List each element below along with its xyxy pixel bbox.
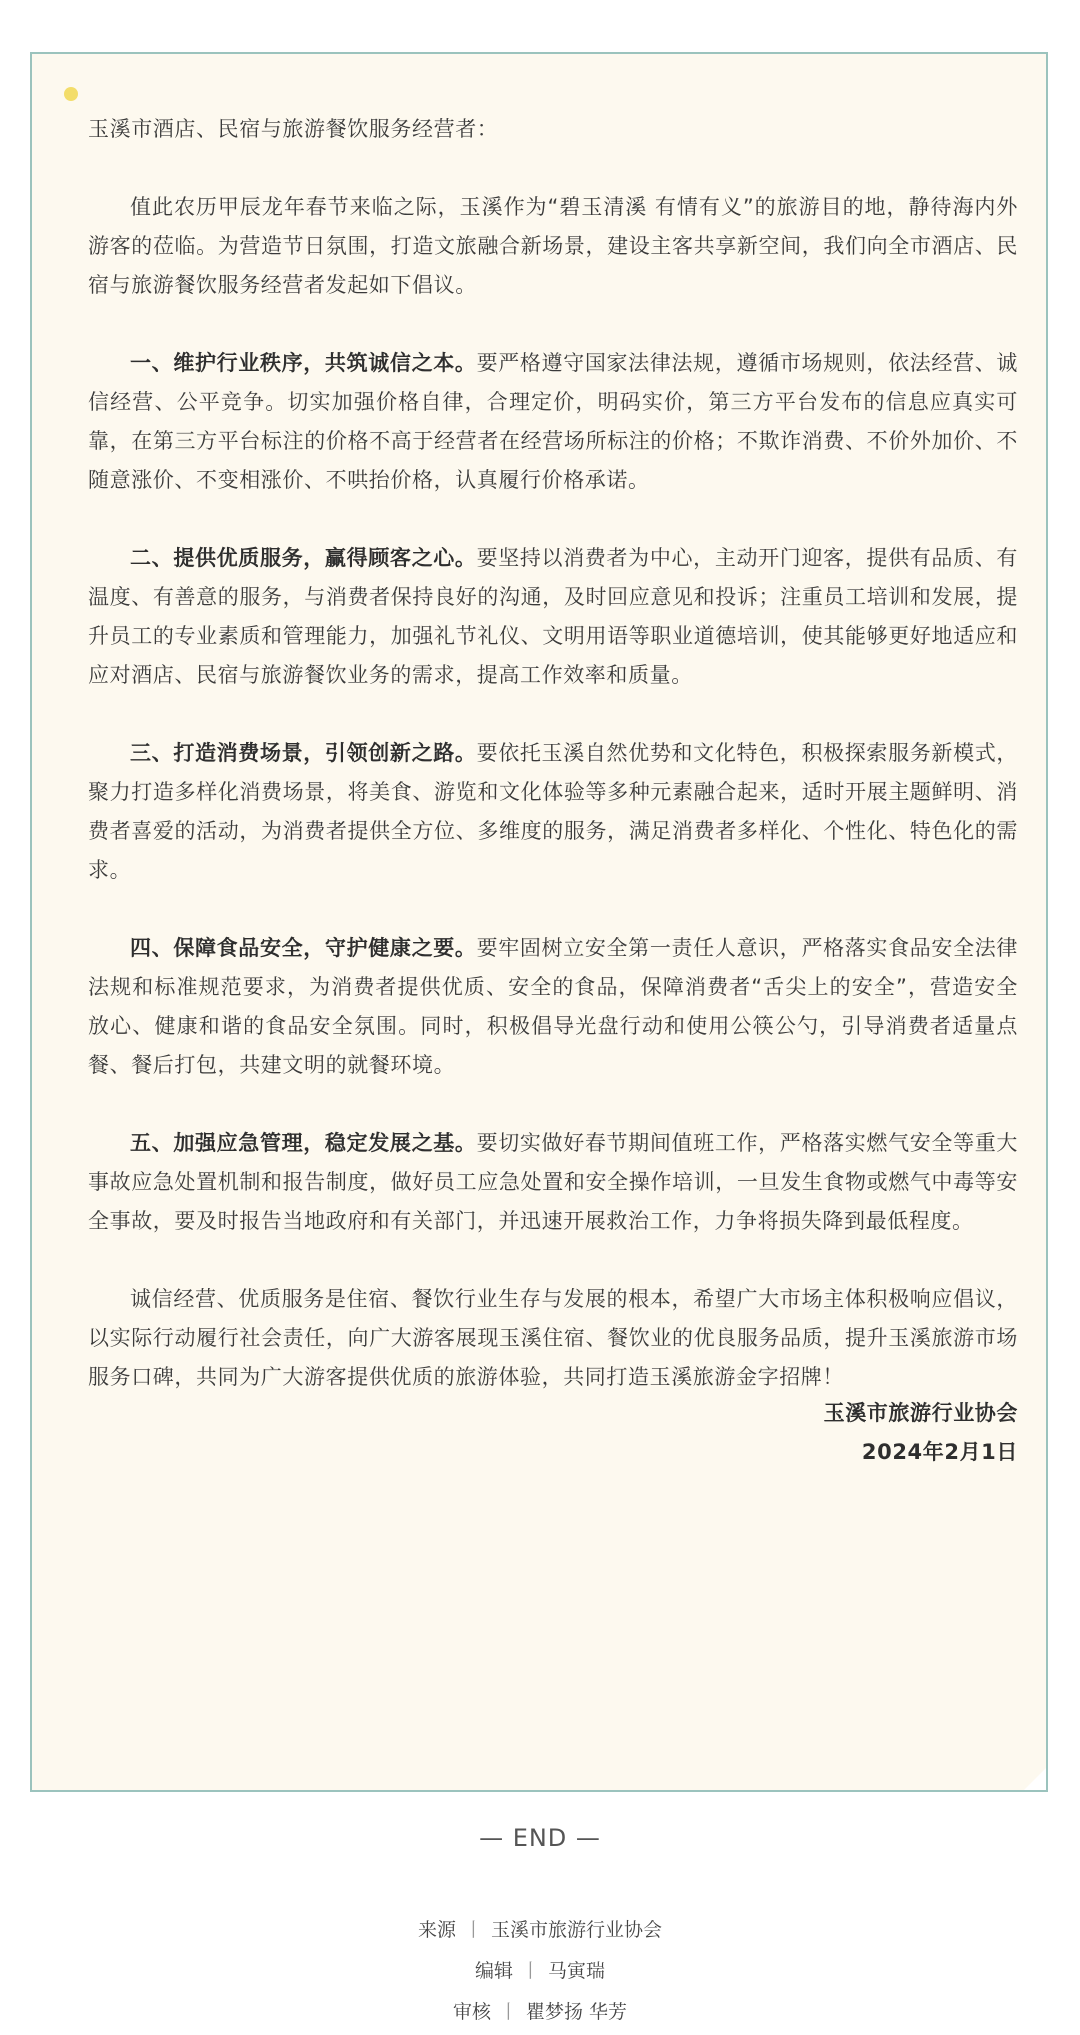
- proposal-body: 要牢固树立安全第一责任人意识，严格落实食品安全法律法规和标准规范要求，为消费者提供优质、安全的食品，保障消费者“舌尖上的安全”，营造安全放心、健康和谐的食品安全氛围。同时，积极倡导光盘行动和使用公筷公勺，引导消费者适量点餐、餐后打包，共建文明的就餐环境。: [88, 936, 1018, 1077]
- credit-value: 玉溪市旅游行业协会: [491, 1919, 663, 1941]
- credit-separator: 丨: [520, 1960, 540, 1982]
- proposal-heading: 三、打造消费场景，引领创新之路。: [130, 741, 477, 765]
- proposal-point-5: [88, 1124, 1018, 1241]
- page-corner-fold: [1024, 1768, 1046, 1790]
- proposal-body: 要切实做好春节期间值班工作，严格落实燃气安全等重大事故应急处置机制和报告制度，做好员工应急处置和安全操作培训，一旦发生食物或燃气中毒等安全事故，要及时报告当地政府和有关部门，并迅速开展救治工作，力争将损失降到最低程度。: [88, 1131, 1018, 1233]
- proposal-heading: 四、保障食品安全，守护健康之要。: [130, 936, 477, 960]
- proposal-heading: 二、提供优质服务，赢得顾客之心。: [130, 546, 477, 570]
- credit-label: 编辑: [474, 1960, 513, 1982]
- credit-separator: 丨: [498, 2001, 518, 2023]
- credit-reviewer: [0, 1992, 1080, 2033]
- proposal-body: 要坚持以消费者为中心，主动开门迎客，提供有品质、有温度、有善意的服务，与消费者保持良好的沟通，及时回应意见和投诉；注重员工培训和发展，提升员工的专业素质和管理能力，加强礼节礼仪、文明用语等职业道德培训，使其能够更好地适应和应对酒店、民宿与旅游餐饮业务的需求，提高工作效率和质量。: [88, 546, 1018, 687]
- decorative-dot-icon: [64, 87, 78, 101]
- proposal-point-2: [88, 539, 1018, 695]
- credit-value: 瞿梦扬 华芳: [525, 2001, 628, 2023]
- proposal-point-1: [88, 344, 1018, 500]
- signature-organization: 玉溪市旅游行业协会: [823, 1401, 1018, 1425]
- end-marker: — END —: [479, 1824, 601, 1852]
- proposal-point-3: [88, 734, 1018, 890]
- proposal-heading: 五、加强应急管理，稳定发展之基。: [130, 1131, 477, 1155]
- credits-block: [0, 1910, 1080, 2033]
- proposal-point-4: [88, 929, 1018, 1085]
- credit-label: 审核: [452, 2001, 491, 2023]
- proposal-heading: 一、维护行业秩序，共筑诚信之本。: [130, 351, 477, 375]
- letter-closing: 诚信经营、优质服务是住宿、餐饮行业生存与发展的根本，希望广大市场主体积极响应倡议，以实际行动履行社会责任，向广大游客展现玉溪住宿、餐饮业的优良服务品质，提升玉溪旅游市场服务口碑，共同为广大游客提供优质的旅游体验，共同打造玉溪旅游金字招牌！: [88, 1287, 1018, 1389]
- credit-value: 马寅瑞: [548, 1960, 606, 1982]
- letter-card: [30, 52, 1048, 1792]
- letter-content: [88, 110, 1018, 1475]
- letter-salutation: 玉溪市酒店、民宿与旅游餐饮服务经营者：: [88, 117, 499, 141]
- credit-label: 来源: [417, 1919, 456, 1941]
- proposal-body: 要严格遵守国家法律法规，遵循市场规则，依法经营、诚信经营、公平竞争。切实加强价格自律，合理定价，明码实价，第三方平台发布的信息应真实可靠，在第三方平台标注的价格不高于经营者在经营场所标注的价格；不欺诈消费、不价外加价、不随意涨价、不变相涨价、不哄抬价格，认真履行价格承诺。: [88, 351, 1018, 492]
- letter-intro: 值此农历甲辰龙年春节来临之际，玉溪作为“碧玉清溪 有情有义”的旅游目的地，静待海内外游客的莅临。为营造节日氛围，打造文旅融合新场景，建设主客共享新空间，我们向全市酒店、民宿与旅游餐饮服务经营者发起如下倡议。: [88, 195, 1018, 297]
- credit-editor: [0, 1951, 1080, 1992]
- credit-source: [0, 1910, 1080, 1951]
- signature-date: 2024年2月1日: [861, 1440, 1018, 1464]
- proposal-body: 要依托玉溪自然优势和文化特色，积极探索服务新模式，聚力打造多样化消费场景，将美食、游览和文化体验等多种元素融合起来，适时开展主题鲜明、消费者喜爱的活动，为消费者提供全方位、多维度的服务，满足消费者多样化、个性化、特色化的需求。: [88, 741, 1018, 882]
- credit-separator: 丨: [463, 1919, 483, 1941]
